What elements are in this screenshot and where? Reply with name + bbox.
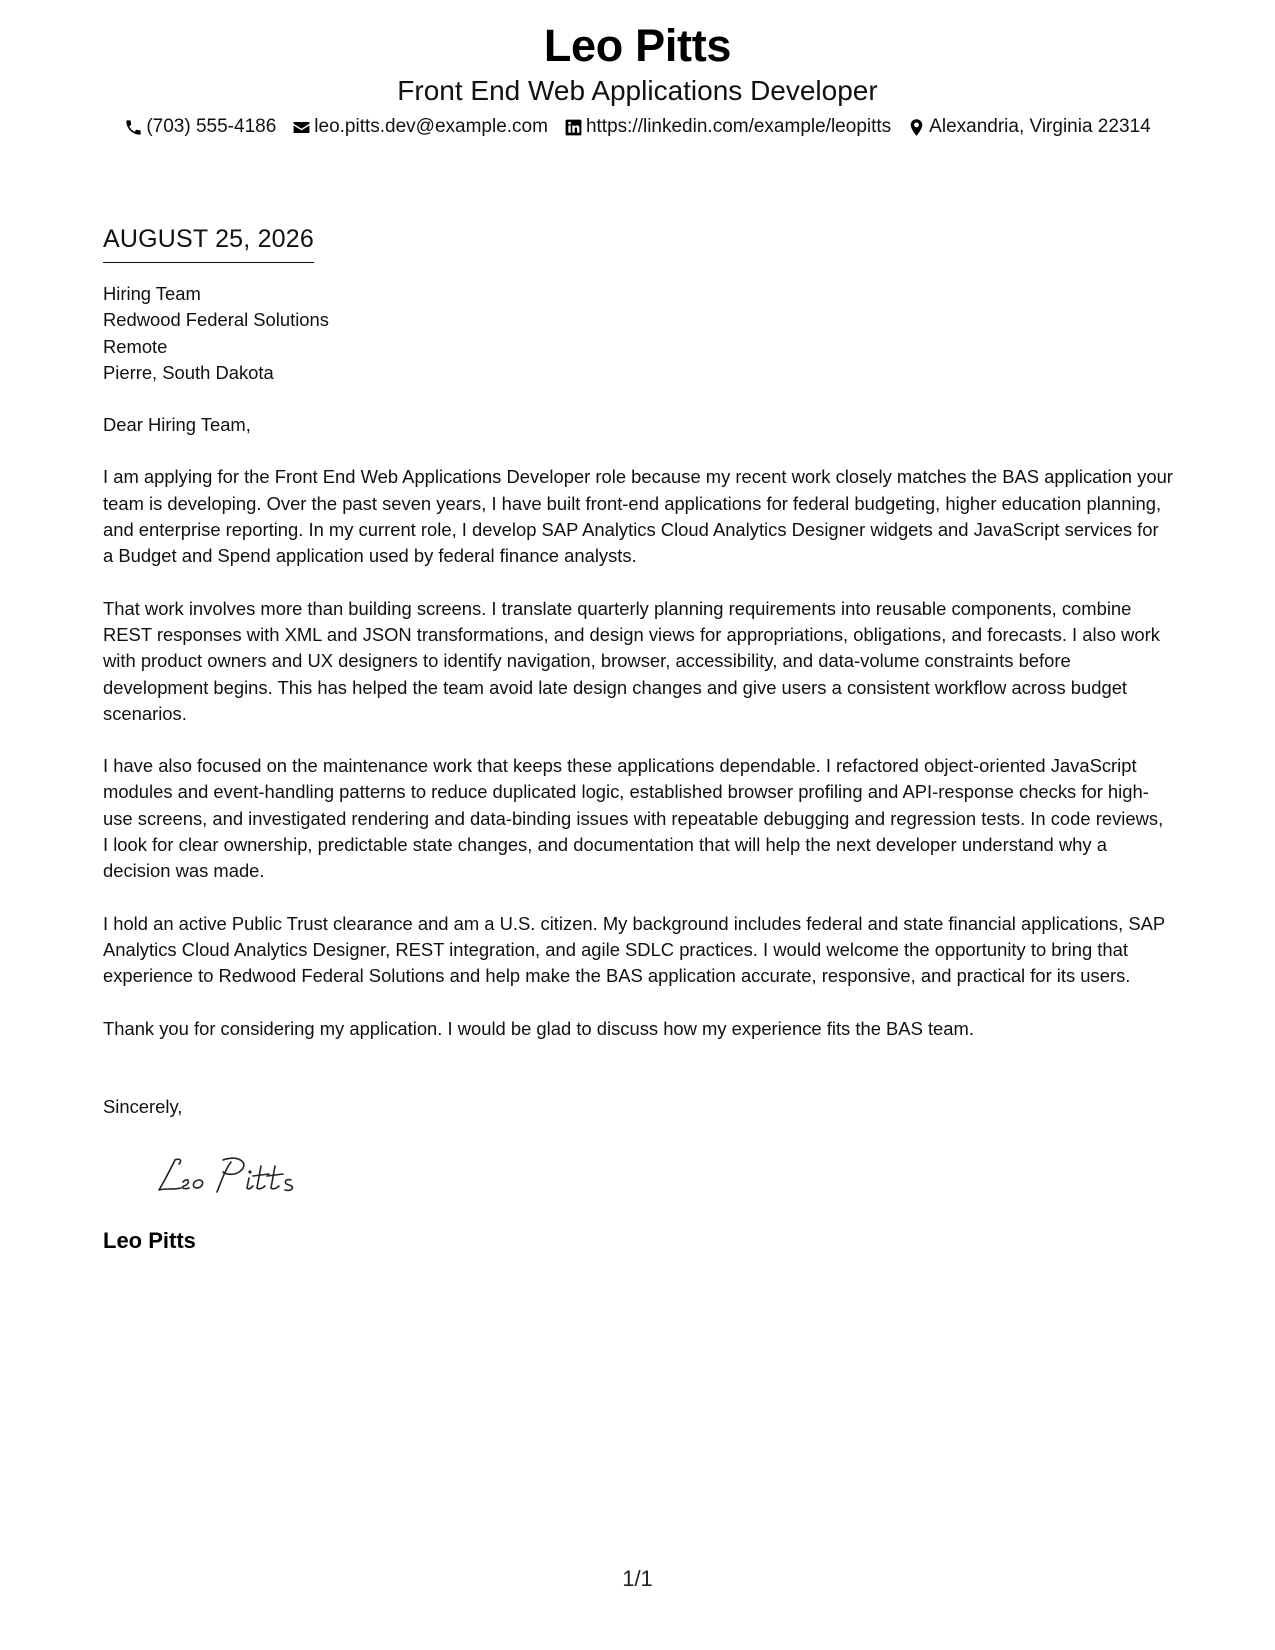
email-text: leo.pitts.dev@example.com (314, 116, 548, 137)
handwritten-signature (153, 1150, 323, 1200)
contact-email (292, 114, 548, 140)
recipient-line: Redwood Federal Solutions (103, 309, 329, 331)
body-paragraph: That work involves more than building screens. I translate quarterly planning requirements into reusable components, combine REST responses with XML and JSON transformations, and design views for appropriations, obligations, and forecasts. I also work with product owners and UX designers to identify navigation, browser, accessibility, and data-volume constraints before development begins. This has helped the team avoid late design changes and give users a consistent workflow across budget scenarios. (103, 597, 1160, 724)
recipient-address (103, 281, 1173, 386)
signer-name: Leo Pitts (103, 1228, 196, 1254)
contact-location (907, 114, 1150, 140)
applicant-name: Leo Pitts (543, 20, 732, 71)
map-pin-icon (907, 118, 926, 137)
contact-row (0, 114, 1275, 140)
closing: Sincerely, (103, 1095, 183, 1117)
letter-body (103, 222, 1173, 1255)
page-indicator: 1/1 (622, 1566, 653, 1591)
contact-linkedin (564, 114, 891, 140)
linkedin-text: https://linkedin.com/example/leopitts (585, 116, 892, 137)
body-paragraph: I am applying for the Front End Web Applications Developer role because my recent work closely matches the BAS application your team is developing. Over the past seven years, I have built front-end applications for federal budgeting, higher education planning, and enterprise reporting. In my current role, I develop SAP Analytics Cloud Analytics Designer widgets and JavaScript services for a Budget and Spend application used by federal finance analysts. (103, 466, 1173, 567)
location-text: Alexandria, Virginia 22314 (929, 116, 1151, 137)
phone-text: (703) 555-4186 (146, 116, 277, 137)
body-paragraph: Thank you for considering my application. I would be glad to discuss how my experience fits the BAS team. (103, 1017, 974, 1039)
recipient-line: Remote (103, 335, 168, 357)
letter-header (0, 18, 1275, 140)
recipient-line: Pierre, South Dakota (103, 361, 274, 383)
phone-icon (124, 118, 143, 137)
envelope-icon (292, 118, 311, 137)
contact-phone (124, 114, 276, 140)
salutation: Dear Hiring Team, (103, 414, 251, 436)
applicant-role: Front End Web Applications Developer (397, 75, 878, 106)
linkedin-icon (564, 118, 583, 137)
body-paragraph: I hold an active Public Trust clearance and am a U.S. citizen. My background includes federal and state financial applications, SAP Analytics Cloud Analytics Designer, REST integration, and agile SDLC practices. I would welcome the opportunity to bring that experience to Redwood Federal Solutions and help make the BAS application accurate, responsive, and practical for its users. (103, 912, 1165, 987)
letter-date: AUGUST 25, 2026 (103, 222, 314, 263)
recipient-line: Hiring Team (103, 283, 201, 304)
body-paragraph: I have also focused on the maintenance work that keeps these applications dependable. I refactored object-oriented JavaScript modules and event-handling patterns to reduce duplicated logic, established browser profiling and API-response checks for high-use screens, and investigated rendering and data-binding issues with repeatable debugging and regression tests. In code reviews, I look for clear ownership, predictable state changes, and documentation that will help the next developer understand why a decision was made. (103, 755, 1164, 882)
